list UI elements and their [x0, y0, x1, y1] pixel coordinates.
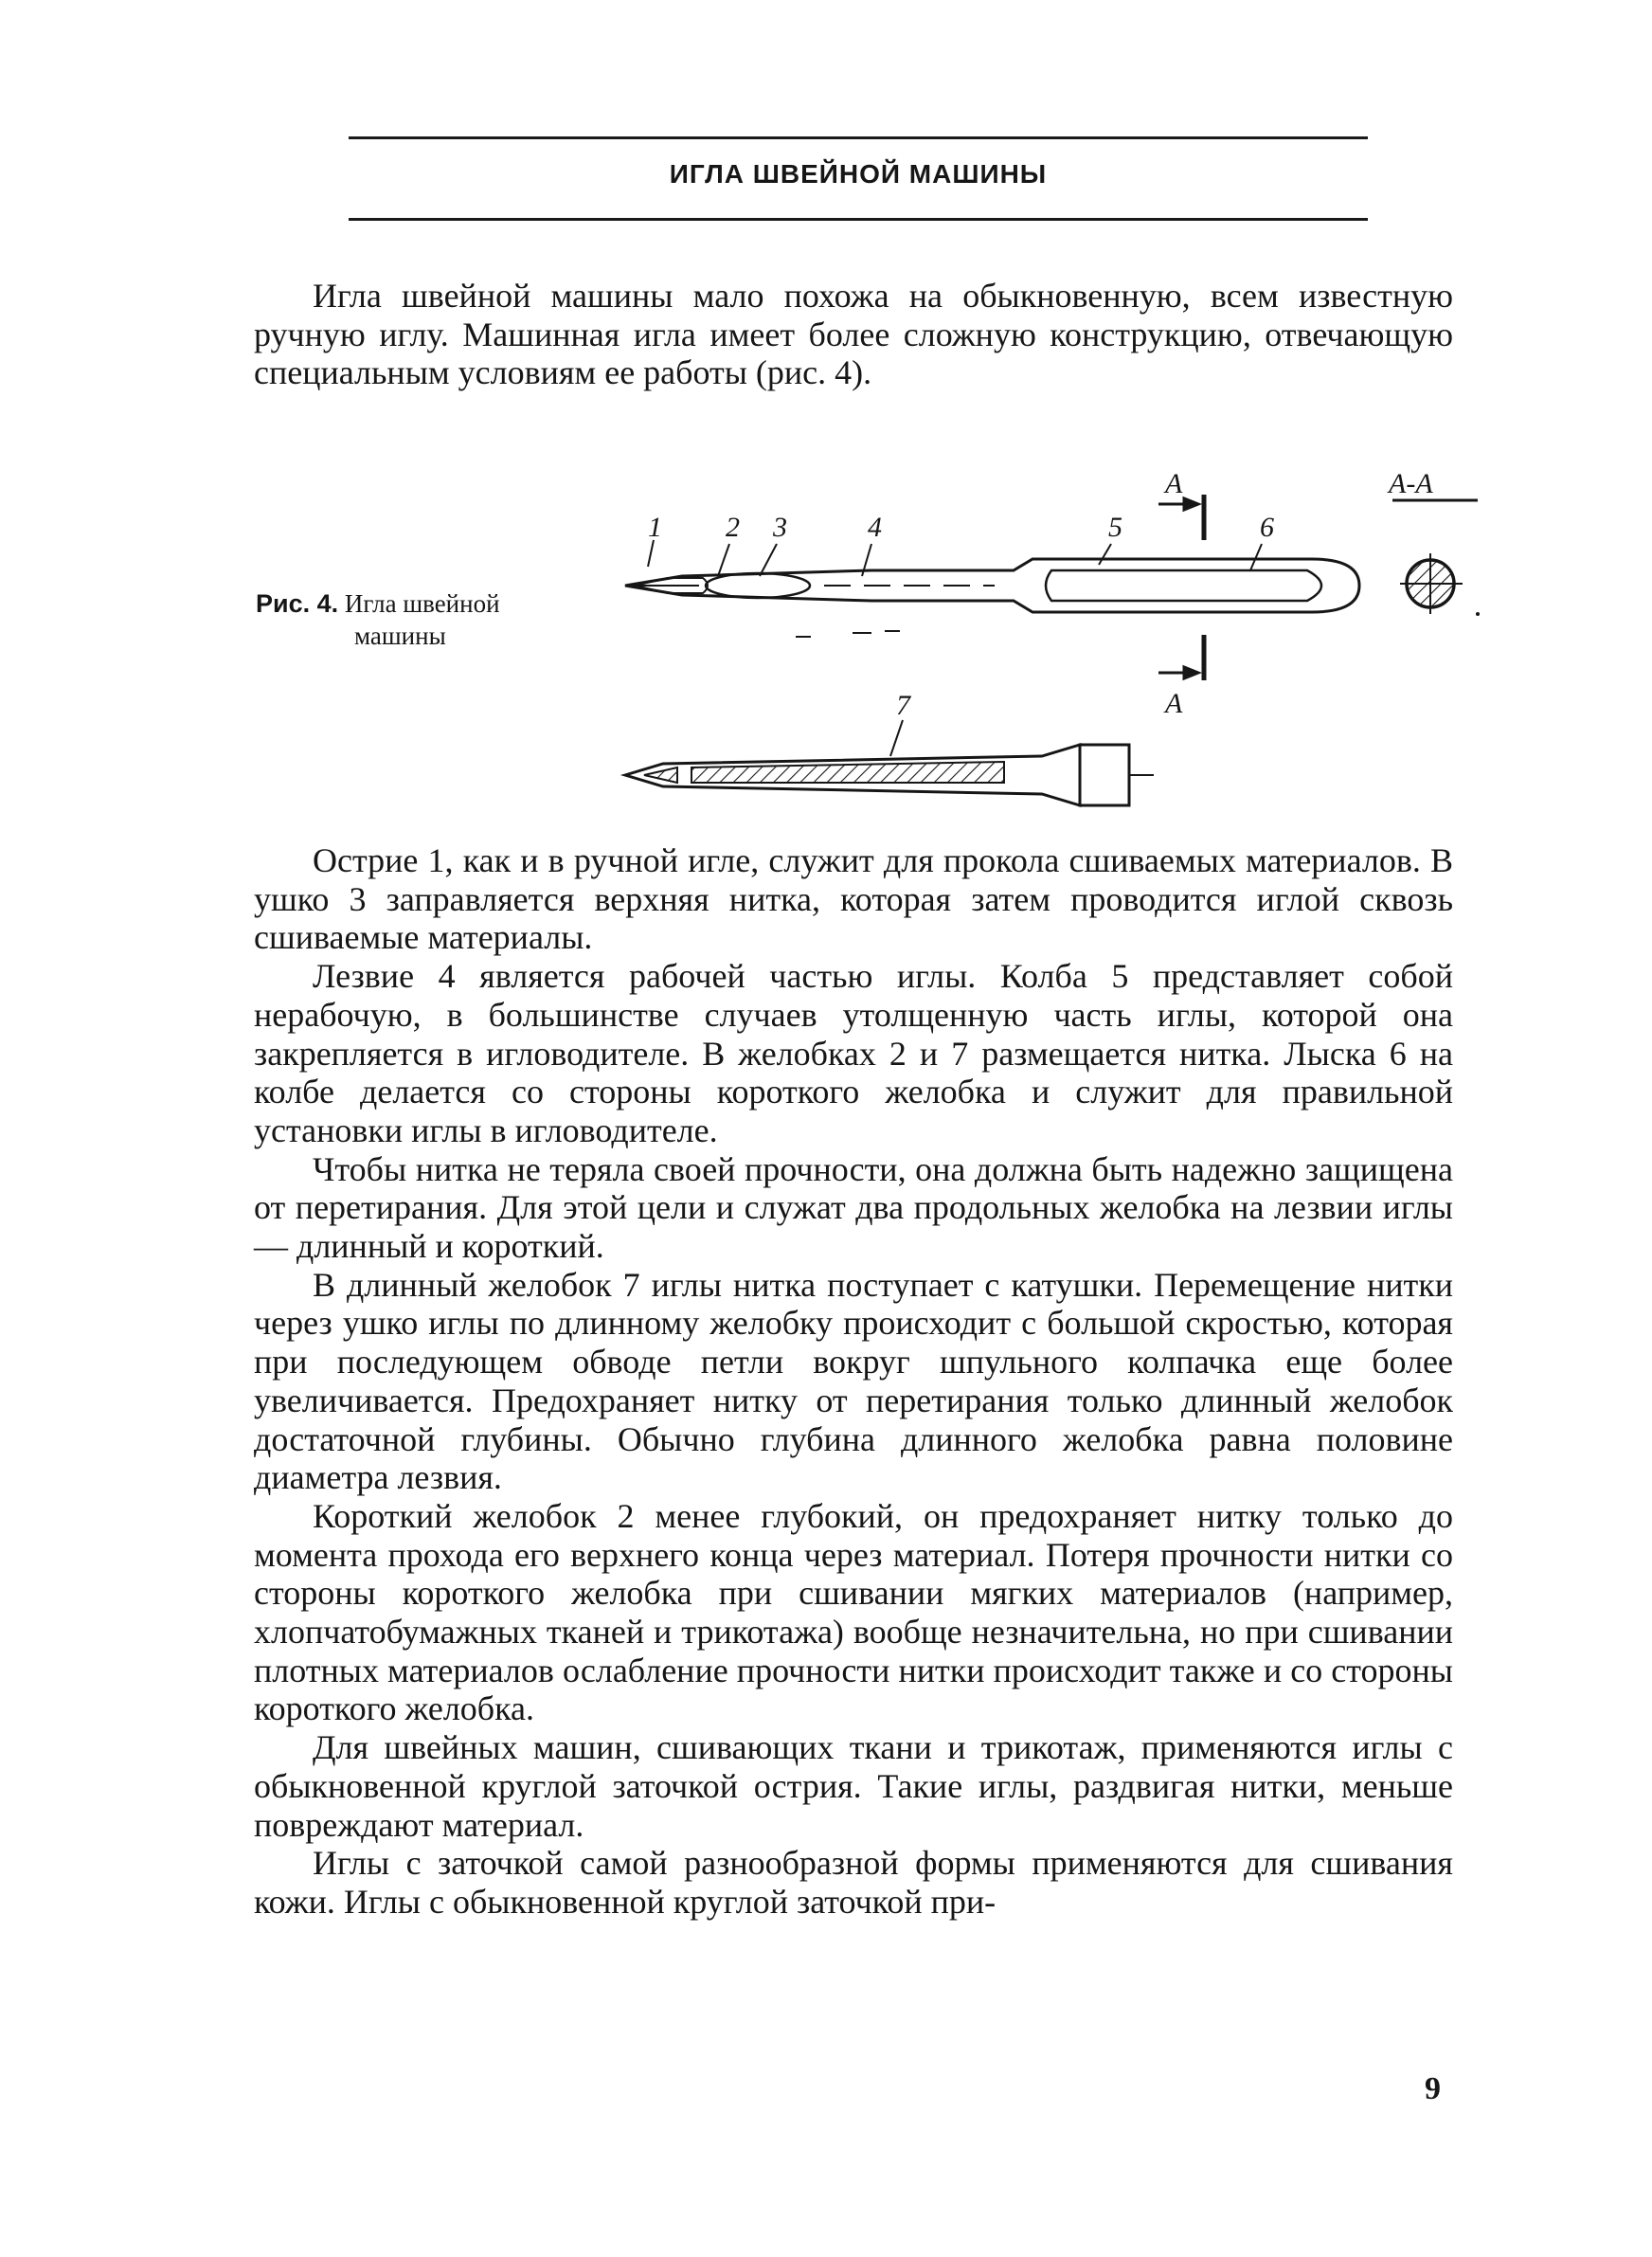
figure-caption-label: Рис. 4.: [256, 589, 339, 618]
reference-numeral: 2: [617, 1496, 635, 1535]
needle-top-view: [625, 559, 1359, 637]
text-run: на колбе делается со стороны короткого желобка и служит для правильной установки иглы в игловодителе.: [254, 1034, 1454, 1149]
text-run: В длинный желобок: [313, 1265, 623, 1304]
header-rule-bottom: [349, 218, 1368, 221]
figure-caption: [256, 587, 597, 652]
paragraph: [254, 841, 1453, 957]
header-rule-top: [349, 136, 1368, 139]
paragraph: [254, 957, 1453, 1150]
paragraph: [254, 1150, 1453, 1266]
text-run: Острие: [313, 841, 428, 879]
reference-numeral: 1: [427, 841, 445, 879]
section-cut-marks: [1158, 495, 1204, 680]
text-run: и: [906, 1034, 952, 1073]
intro-paragraph: Игла швейной машины мало похожа на обыкновенную, всем известную ручную иглу. Машинная игла имеет более сложную конструкцию, отвечающую специальным условиям ее работы (рис. 4).: [254, 277, 1453, 392]
label-5: 5: [1108, 512, 1122, 543]
text-run: является рабочей частью иглы. Колба: [455, 957, 1112, 996]
paragraph: [254, 1497, 1453, 1728]
label-2: 2: [726, 512, 740, 543]
text-run: заправляется верхняя нитка, которая затем проводится иглой сквозь сшиваемые материалы.: [254, 879, 1453, 957]
long-groove-shape: [691, 762, 1004, 783]
text-run: Для швейных машин, сшивающих ткани и трикотаж, применяются иглы с обыкновенной круглой заточкой острия. Такие иглы, раздвигая нитки, меньше повреждают материал.: [254, 1728, 1453, 1844]
text-run: Иглы с заточкой самой разнообразной формы применяются для сшивания кожи. Иглы с обыкновенной круглой заточкой при-: [254, 1844, 1453, 1921]
body-text: [254, 841, 1453, 1922]
eye-shape: [706, 573, 810, 598]
label-6: 6: [1260, 512, 1274, 543]
reference-numeral: 5: [1111, 957, 1129, 996]
cut-mark-bottom-label: А: [1165, 688, 1183, 719]
text-run: , как и в ручной игле, служит для прокола сшиваемых материалов. В ушко: [254, 841, 1453, 918]
cut-mark-top-label: А: [1165, 468, 1183, 499]
section-label: А-А: [1389, 468, 1433, 499]
reference-numeral: 3: [349, 879, 367, 918]
text-run: Чтобы нитка не теряла своей прочности, она должна быть надежно защищена от перетирания. Для этой цели и служат два продольных желобка на лезвии иглы — длинный и короткий.: [254, 1149, 1453, 1266]
reference-numeral: 6: [1389, 1034, 1407, 1073]
reference-numeral: 2: [889, 1034, 907, 1073]
text-run: представляет собой нерабочую, в большинстве случаев утолщенную часть иглы, которой она закрепляется в игловодителе. В желобках: [254, 957, 1453, 1073]
text-run: размещается нитка. Лыска: [968, 1034, 1390, 1073]
label-leaders: [648, 540, 1262, 756]
text-run: иглы нитка поступает с катушки. Перемещение нитки через ушко иглы по длинному желобку происходит с большой скростью, которая при последующем обводе петли вокруг шпульного колпачка еще более увеличивается. Предохраняет нитку от перетирания только длинный желобок достаточной глубины. Обычно глубина длинного желобка равна половине диаметра лезвия.: [254, 1265, 1453, 1497]
text-run: Лезвие: [313, 957, 439, 996]
section-a-a: [587, 445, 1480, 616]
text-run: менее глубокий, он предохраняет нитку только до момента прохода его верхнего конца через материал. Потеря прочности нитки со стороны короткого желобка при сшивании мягких материалов (например, хлопчатобумажных тканей и трикотажа) вообще незначительна, но при сшивании плотных материалов ослабление прочности нитки происходит также и со стороны короткого желобка.: [254, 1496, 1453, 1728]
reference-numeral: 7: [622, 1265, 640, 1304]
label-1: 1: [648, 512, 662, 543]
reference-numeral: 4: [438, 957, 456, 996]
paragraph: [254, 1844, 1453, 1921]
needle-diagram: [587, 445, 1535, 834]
label-4: 4: [868, 512, 882, 543]
section-heading: ИГЛА ШВЕЙНОЙ МАШИНЫ: [669, 159, 1048, 189]
text-run: Короткий желобок: [313, 1496, 618, 1535]
needle-figure: [587, 445, 1535, 834]
paragraph: [254, 1728, 1453, 1844]
page-number: 9: [1425, 2071, 1441, 2106]
label-7: 7: [896, 690, 910, 721]
paragraph: [254, 1266, 1453, 1497]
needle-side-view: [625, 745, 1154, 805]
label-3: 3: [773, 512, 787, 543]
figure-caption-line2: машины: [354, 622, 446, 650]
flask-flat-shape: [1046, 570, 1321, 601]
reference-numeral: 7: [951, 1034, 969, 1073]
figure-caption-line1: Игла швейной: [344, 589, 500, 618]
